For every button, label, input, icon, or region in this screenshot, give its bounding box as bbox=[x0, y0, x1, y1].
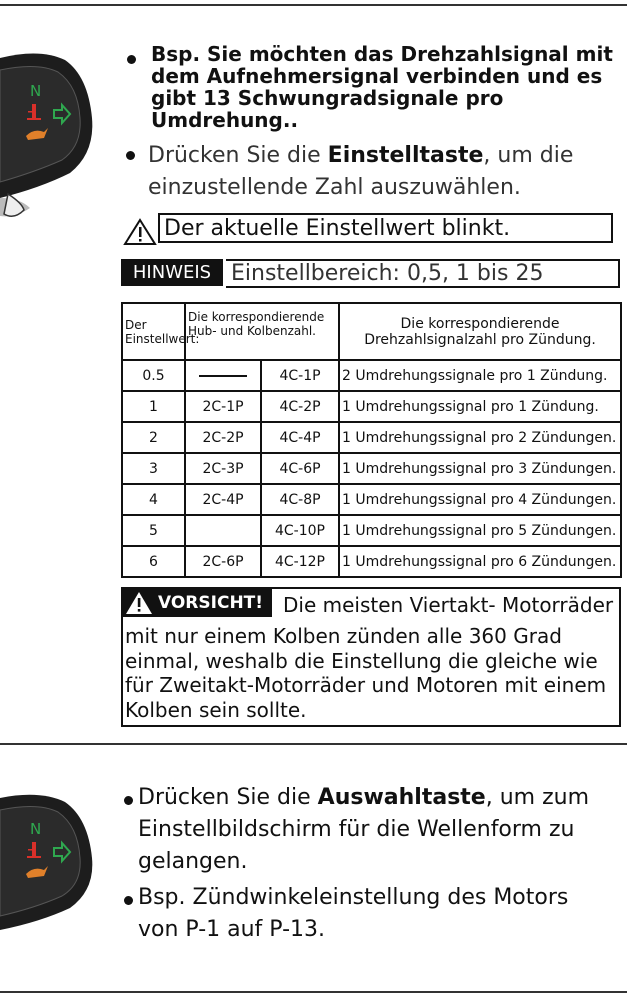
table-row: 1 2C-1P 4C-2P 1 Umdrehungssignal pro 1 Zündung. bbox=[122, 391, 621, 422]
press-instruction: Drücken Sie die Einstelltaste, um die einzustellende Zahl auszuwählen. bbox=[148, 143, 574, 200]
table-row: 4 2C-4P 4C-8P 1 Umdrehungssignal pro 4 Zündungen. bbox=[122, 484, 621, 515]
header-setting-value: Der Einstellwert: bbox=[122, 303, 185, 360]
setting-table bbox=[121, 302, 622, 578]
table-row: 3 2C-3P 4C-6P 1 Umdrehungssignal pro 3 Zündungen. bbox=[122, 453, 621, 484]
dash-mark bbox=[199, 375, 247, 377]
bullet bbox=[126, 151, 135, 160]
dashboard-device-illustration bbox=[0, 48, 100, 228]
middle-divider bbox=[0, 743, 627, 745]
bullet bbox=[124, 796, 133, 805]
table-row: 5 4C-10P 1 Umdrehungssignal pro 5 Zündungen. bbox=[122, 515, 621, 546]
header-stroke-piston: Die korrespondierende Hub- und Kolbenzahl. bbox=[185, 303, 339, 360]
header-signal-count: Die korrespondierende Drehzahlsignalzahl pro Zündung. bbox=[339, 303, 621, 360]
dashboard-device-illustration bbox=[0, 790, 100, 940]
table-row: 6 2C-6P 4C-12P 1 Umdrehungssignal pro 6 Zündungen. bbox=[122, 546, 621, 577]
caution-body: mit nur einem Kolben zünden alle 360 Grad einmal, weshalb die Einstellung die gleiche wie für Zweitakt-Motorräder und Motoren mit einem Kolben sein sollte. bbox=[125, 624, 607, 722]
caution-label: VORSICHT! bbox=[158, 593, 264, 613]
example-heading: Bsp. Sie möchten das Drehzahlsignal mit dem Aufnehmersignal verbinden und es gibt 13 Schwungradsignale pro Umdrehung.. bbox=[151, 42, 613, 132]
top-divider bbox=[0, 4, 627, 6]
select-instruction: Drücken Sie die Auswahltaste, um zum Einstellbildschirm für die Wellenform zu gelangen. bbox=[138, 785, 590, 874]
bottom-divider bbox=[0, 991, 627, 993]
table-header-row bbox=[122, 303, 621, 360]
warning-triangle-icon bbox=[123, 218, 157, 246]
hinweis-badge: HINWEIS bbox=[121, 259, 223, 286]
table-row: 2 2C-2P 4C-4P 1 Umdrehungssignal pro 2 Zündungen. bbox=[122, 422, 621, 453]
ignition-example: Bsp. Zündwinkeleinstellung des Motors von P-1 auf P-13. bbox=[138, 885, 569, 942]
caution-triangle-icon bbox=[124, 590, 154, 616]
caution-heading: Die meisten Viertakt- Motorräder bbox=[283, 593, 614, 617]
bullet bbox=[124, 896, 133, 905]
blink-note: Der aktuelle Einstellwert blinkt. bbox=[164, 216, 511, 241]
neutral-indicator-icon: N bbox=[30, 82, 42, 100]
bullet bbox=[127, 55, 136, 64]
hinweis-text: Einstellbereich: 0,5, 1 bis 25 bbox=[231, 261, 544, 286]
table-row: 0.5 4C-1P 2 Umdrehungssignale pro 1 Zündung. bbox=[122, 360, 621, 391]
neutral-indicator-icon: N bbox=[30, 820, 42, 838]
